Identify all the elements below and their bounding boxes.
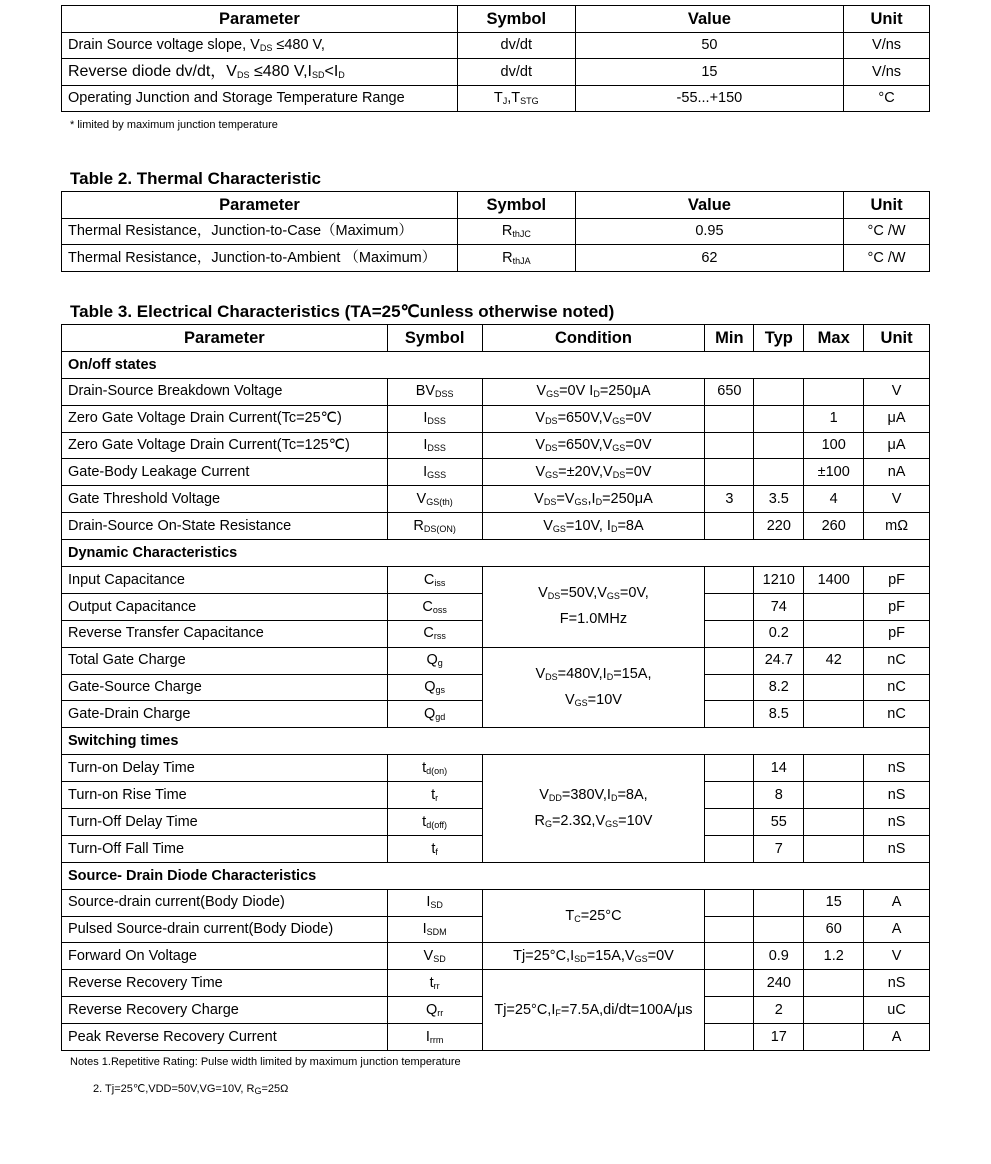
parameter-cell: Turn-on Rise Time <box>62 782 388 809</box>
section-row <box>62 728 930 755</box>
table-row <box>62 647 930 674</box>
unit-cell: nC <box>864 701 930 728</box>
unit-cell: pF <box>864 593 930 620</box>
max-cell: 1 <box>804 405 864 432</box>
parameter-cell: Gate-Source Charge <box>62 674 388 701</box>
parameter-cell: Reverse Recovery Charge <box>62 997 388 1024</box>
max-cell: 100 <box>804 432 864 459</box>
symbol-cell: $Q_{gd}$ <box>387 701 482 728</box>
min-cell <box>705 1024 754 1051</box>
symbol-cell: $R_{thJC}$ <box>457 218 575 245</box>
typ-cell <box>754 889 804 916</box>
typ-cell: 74 <box>754 593 804 620</box>
max-cell <box>804 970 864 997</box>
symbol-cell: $t_f$ <box>387 835 482 862</box>
parameter-cell: Drain Source voltage slope, $V_{DS} \le 480$ V, <box>62 32 458 59</box>
table-header-row <box>62 325 930 352</box>
table-row <box>62 970 930 997</box>
parameter-cell: Drain-Source Breakdown Voltage <box>62 378 388 405</box>
typ-cell <box>754 432 804 459</box>
symbol-cell: $R_{thJA}$ <box>457 245 575 272</box>
condition-cell: $V_{DS}=V_{GS},I_D=250\mu A$ <box>482 486 705 513</box>
typ-cell: 7 <box>754 835 804 862</box>
symbol-cell: $Q_g$ <box>387 647 482 674</box>
table-header-row <box>62 6 930 33</box>
max-cell: ±100 <box>804 459 864 486</box>
min-cell <box>705 916 754 943</box>
symbol-cell: $I_{DSS}$ <box>387 405 482 432</box>
table-row <box>62 889 930 916</box>
table-row <box>62 245 930 272</box>
header-unit: Unit <box>864 325 930 352</box>
condition-cell: $V_{DS}=650V,V_{GS}=0V$ <box>482 405 705 432</box>
typ-cell: 14 <box>754 755 804 782</box>
symbol-cell: $C_{iss}$ <box>387 567 482 594</box>
symbol-cell: $R_{DS(ON)}$ <box>387 513 482 540</box>
max-cell <box>804 701 864 728</box>
typ-cell: 3.5 <box>754 486 804 513</box>
parameter-cell: Drain-Source On-State Resistance <box>62 513 388 540</box>
min-cell <box>705 459 754 486</box>
unit-cell: pF <box>864 567 930 594</box>
unit-cell: °C /W <box>844 218 930 245</box>
header-value: Value <box>575 192 843 219</box>
symbol-cell: $I_{rrm}$ <box>387 1024 482 1051</box>
electrical-characteristics-table <box>61 324 930 1051</box>
unit-cell: uC <box>864 997 930 1024</box>
parameter-cell: Turn-on Delay Time <box>62 755 388 782</box>
value-cell: -55...+150 <box>575 85 843 112</box>
unit-cell: °C /W <box>844 245 930 272</box>
typ-cell: 8.5 <box>754 701 804 728</box>
unit-cell: V <box>864 486 930 513</box>
min-cell: 3 <box>705 486 754 513</box>
unit-cell: nS <box>864 809 930 836</box>
condition-cell: $V_{GS}=\pm 20V,V_{DS}=0V$ <box>482 459 705 486</box>
unit-cell: nS <box>864 782 930 809</box>
table-row <box>62 59 930 86</box>
max-cell <box>804 593 864 620</box>
min-cell <box>705 432 754 459</box>
typ-cell <box>754 459 804 486</box>
symbol-cell: $t_r$ <box>387 782 482 809</box>
table-row <box>62 567 930 594</box>
max-cell: 42 <box>804 647 864 674</box>
table-row <box>62 459 930 486</box>
header-condition: Condition <box>482 325 705 352</box>
parameter-cell: Gate-Drain Charge <box>62 701 388 728</box>
header-parameter: Parameter <box>62 6 458 33</box>
section-row <box>62 540 930 567</box>
min-cell <box>705 943 754 970</box>
section-switching: Switching times <box>62 728 930 755</box>
header-max: Max <box>804 325 864 352</box>
max-cell <box>804 674 864 701</box>
condition-cell-reverse-recovery: $Tj=25^\circ C,I_F=7.5A,di/dt=100A/\mu s$ <box>482 970 705 1051</box>
symbol-cell: $t_{d(off)}$ <box>387 809 482 836</box>
max-cell <box>804 755 864 782</box>
parameter-cell: Input Capacitance <box>62 567 388 594</box>
table-row <box>62 513 930 540</box>
table-row <box>62 32 930 59</box>
table-row <box>62 85 930 112</box>
unit-cell: μA <box>864 405 930 432</box>
min-cell <box>705 405 754 432</box>
typ-cell: 24.7 <box>754 647 804 674</box>
symbol-cell: $C_{oss}$ <box>387 593 482 620</box>
header-parameter: Parameter <box>62 192 458 219</box>
unit-cell: nC <box>864 647 930 674</box>
min-cell <box>705 513 754 540</box>
value-cell: 0.95 <box>575 218 843 245</box>
parameter-cell: Peak Reverse Recovery Current <box>62 1024 388 1051</box>
condition-cell-body-diode: $T_C=25^\circ C$ <box>482 889 705 943</box>
min-cell <box>705 755 754 782</box>
parameter-cell: Turn-Off Fall Time <box>62 835 388 862</box>
max-cell: 15 <box>804 889 864 916</box>
typ-cell: 0.9 <box>754 943 804 970</box>
header-symbol: Symbol <box>387 325 482 352</box>
unit-cell: V/ns <box>844 59 930 86</box>
parameter-cell: Operating Junction and Storage Temperature Range <box>62 85 458 112</box>
absolute-ratings-table <box>61 5 930 112</box>
section-diode: Source- Drain Diode Characteristics <box>62 862 930 889</box>
note-2: 2. Tj=25℃,VDD=50V,VG=10V, $R_G=25\Omega$ <box>93 1083 289 1096</box>
min-cell: 650 <box>705 378 754 405</box>
table-row <box>62 378 930 405</box>
table-row <box>62 943 930 970</box>
table2-caption: Table 2. Thermal Characteristic <box>70 169 322 188</box>
max-cell <box>804 835 864 862</box>
typ-cell <box>754 916 804 943</box>
section-dynamic: Dynamic Characteristics <box>62 540 930 567</box>
min-cell <box>705 809 754 836</box>
value-cell: 50 <box>575 32 843 59</box>
unit-cell: nA <box>864 459 930 486</box>
max-cell: 4 <box>804 486 864 513</box>
table-row <box>62 432 930 459</box>
typ-cell: 17 <box>754 1024 804 1051</box>
max-cell: 60 <box>804 916 864 943</box>
parameter-cell: Gate Threshold Voltage <box>62 486 388 513</box>
symbol-cell: $Q_{gs}$ <box>387 674 482 701</box>
unit-cell: V/ns <box>844 32 930 59</box>
header-parameter: Parameter <box>62 325 388 352</box>
typ-cell: 8.2 <box>754 674 804 701</box>
parameter-cell: Thermal Resistance，Junction-to-Case（Maximum） <box>62 218 458 245</box>
max-cell <box>804 1024 864 1051</box>
condition-cell-capacitance: $V_{DS}=50V,V_{GS}=0V$, F=1.0MHz <box>482 567 705 648</box>
table1-footnote: * limited by maximum junction temperature <box>70 119 278 131</box>
typ-cell: 55 <box>754 809 804 836</box>
symbol-cell: $BV_{DSS}$ <box>387 378 482 405</box>
min-cell <box>705 593 754 620</box>
unit-cell: V <box>864 943 930 970</box>
unit-cell: nS <box>864 755 930 782</box>
min-cell <box>705 835 754 862</box>
typ-cell: 220 <box>754 513 804 540</box>
min-cell <box>705 620 754 647</box>
min-cell <box>705 647 754 674</box>
parameter-cell: Gate-Body Leakage Current <box>62 459 388 486</box>
symbol-cell: $t_{rr}$ <box>387 970 482 997</box>
min-cell <box>705 674 754 701</box>
header-value: Value <box>575 6 843 33</box>
condition-cell-switching: $V_{DD}=380V,I_D=8A$, $R_G=2.3\Omega,V_{GS}=10V$ <box>482 755 705 863</box>
header-min: Min <box>705 325 754 352</box>
symbol-cell: dv/dt <box>457 32 575 59</box>
max-cell <box>804 809 864 836</box>
min-cell <box>705 997 754 1024</box>
parameter-cell: Source-drain current(Body Diode) <box>62 889 388 916</box>
max-cell <box>804 378 864 405</box>
condition-cell: $V_{GS}=10V$, $I_D=8A$ <box>482 513 705 540</box>
unit-cell: A <box>864 1024 930 1051</box>
header-unit: Unit <box>844 192 930 219</box>
min-cell <box>705 782 754 809</box>
parameter-cell: Reverse diode dv/dt，$V_{DS} \le 480$ $V,I_{SD}<I_D$ <box>62 59 458 86</box>
parameter-cell: Total Gate Charge <box>62 647 388 674</box>
symbol-cell: $V_{GS(th)}$ <box>387 486 482 513</box>
unit-cell: A <box>864 889 930 916</box>
max-cell: 1400 <box>804 567 864 594</box>
symbol-cell: $V_{SD}$ <box>387 943 482 970</box>
header-symbol: Symbol <box>457 192 575 219</box>
unit-cell: μA <box>864 432 930 459</box>
condition-cell-gate-charge: $V_{DS}=480V,I_D=15A$, $V_{GS}=10V$ <box>482 647 705 728</box>
table3-caption: Table 3. Electrical Characteristics (TA=25℃unless otherwise noted) <box>70 302 615 321</box>
thermal-table <box>61 191 930 272</box>
header-symbol: Symbol <box>457 6 575 33</box>
unit-cell: nS <box>864 835 930 862</box>
symbol-cell: $C_{rss}$ <box>387 620 482 647</box>
unit-cell: nS <box>864 970 930 997</box>
max-cell <box>804 620 864 647</box>
section-row <box>62 862 930 889</box>
value-cell: 15 <box>575 59 843 86</box>
min-cell <box>705 970 754 997</box>
max-cell <box>804 997 864 1024</box>
table-header-row <box>62 192 930 219</box>
min-cell <box>705 889 754 916</box>
typ-cell: 1210 <box>754 567 804 594</box>
unit-cell: V <box>864 378 930 405</box>
symbol-cell: $t_{d(on)}$ <box>387 755 482 782</box>
parameter-cell: Reverse Recovery Time <box>62 970 388 997</box>
max-cell: 260 <box>804 513 864 540</box>
symbol-cell: $Q_{rr}$ <box>387 997 482 1024</box>
value-cell: 62 <box>575 245 843 272</box>
parameter-cell: Turn-Off Delay Time <box>62 809 388 836</box>
note-1: Notes 1.Repetitive Rating: Pulse width limited by maximum junction temperature <box>70 1056 461 1068</box>
unit-cell: nC <box>864 674 930 701</box>
parameter-cell: Output Capacitance <box>62 593 388 620</box>
parameter-cell: Reverse Transfer Capacitance <box>62 620 388 647</box>
unit-cell: A <box>864 916 930 943</box>
typ-cell: 240 <box>754 970 804 997</box>
max-cell: 1.2 <box>804 943 864 970</box>
parameter-cell: Forward On Voltage <box>62 943 388 970</box>
header-typ: Typ <box>754 325 804 352</box>
symbol-cell: $I_{DSS}$ <box>387 432 482 459</box>
typ-cell: 2 <box>754 997 804 1024</box>
parameter-cell: Zero Gate Voltage Drain Current(Tc=25℃) <box>62 405 388 432</box>
symbol-cell: dv/dt <box>457 59 575 86</box>
symbol-cell: $T_J,T_{STG}$ <box>457 85 575 112</box>
unit-cell: mΩ <box>864 513 930 540</box>
typ-cell <box>754 378 804 405</box>
section-onoff: On/off states <box>62 351 930 378</box>
min-cell <box>705 701 754 728</box>
table-row <box>62 486 930 513</box>
condition-cell: $Tj=25^\circ C,I_{SD}=15A,V_{GS}=0V$ <box>482 943 705 970</box>
table-row <box>62 405 930 432</box>
unit-cell: °C <box>844 85 930 112</box>
symbol-cell: $I_{SD}$ <box>387 889 482 916</box>
min-cell <box>705 567 754 594</box>
condition-cell: $V_{GS}=0V$ $I_D=250\mu A$ <box>482 378 705 405</box>
unit-cell: pF <box>864 620 930 647</box>
section-row <box>62 351 930 378</box>
header-unit: Unit <box>844 6 930 33</box>
typ-cell: 0.2 <box>754 620 804 647</box>
typ-cell <box>754 405 804 432</box>
condition-cell: $V_{DS}=650V,V_{GS}=0V$ <box>482 432 705 459</box>
symbol-cell: $I_{GSS}$ <box>387 459 482 486</box>
max-cell <box>804 782 864 809</box>
table-row <box>62 755 930 782</box>
parameter-cell: Pulsed Source-drain current(Body Diode) <box>62 916 388 943</box>
typ-cell: 8 <box>754 782 804 809</box>
symbol-cell: $I_{SDM}$ <box>387 916 482 943</box>
table-row <box>62 218 930 245</box>
parameter-cell: Thermal Resistance，Junction-to-Ambient （Maximum） <box>62 245 458 272</box>
parameter-cell: Zero Gate Voltage Drain Current(Tc=125℃) <box>62 432 388 459</box>
